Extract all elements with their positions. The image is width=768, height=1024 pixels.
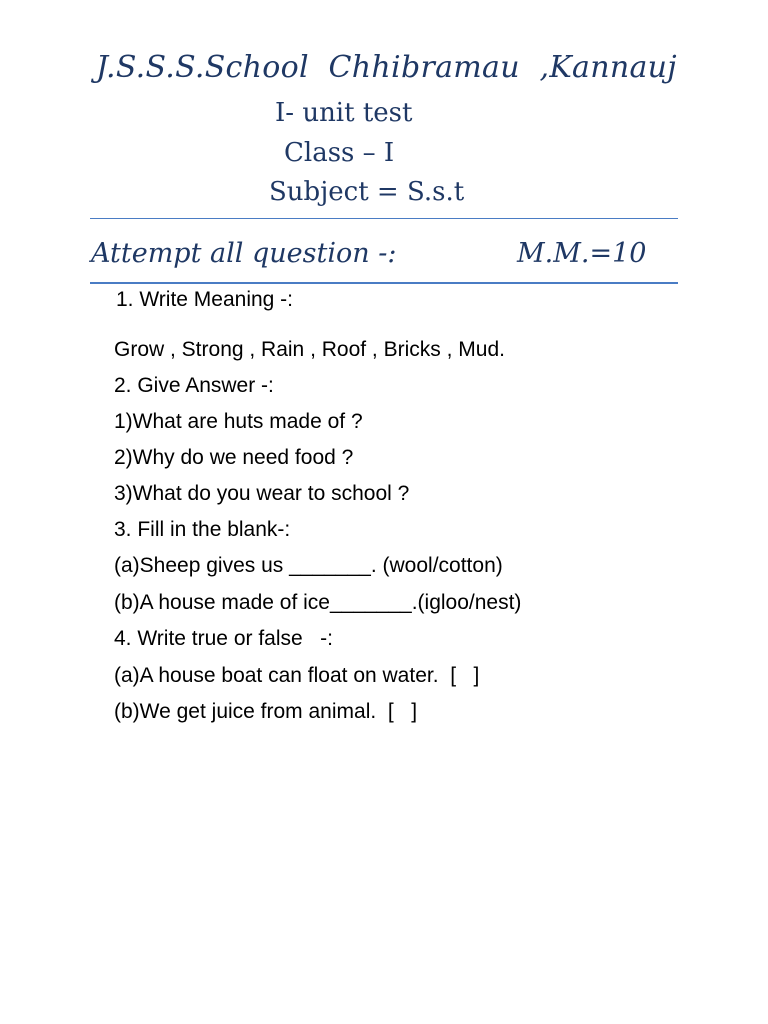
question-2-item: 3)What do you wear to school ? [114, 482, 410, 505]
header-divider [90, 218, 678, 219]
subject-label: Subject = S.s.t [269, 177, 465, 207]
question-3-title: 3. Fill in the blank-: [114, 518, 291, 541]
instruction-divider [90, 282, 678, 284]
question-2-title: 2. Give Answer -: [114, 374, 274, 397]
instruction-text: Attempt all question -: [91, 238, 397, 269]
school-title: J.S.S.S.School Chhibramau ,Kannauj [96, 50, 677, 85]
test-name: I- unit test [275, 98, 413, 128]
question-1-title: 1. Write Meaning -: [116, 288, 294, 311]
question-3-item: (b)A house made of ice_______.(igloo/nest) [114, 591, 522, 614]
question-2-item: 2)Why do we need food ? [114, 446, 354, 469]
class-label: Class – I [284, 138, 395, 168]
question-1-words: Grow , Strong , Rain , Roof , Bricks , Mud. [114, 338, 505, 361]
question-4-item: (a)A house boat can float on water. [ ] [114, 664, 480, 687]
max-marks: M.M.=10 [517, 238, 647, 269]
question-4-title: 4. Write true or false -: [114, 627, 334, 650]
question-3-item: (a)Sheep gives us _______. (wool/cotton) [114, 554, 503, 577]
question-4-item: (b)We get juice from animal. [ ] [114, 700, 418, 723]
question-2-item: 1)What are huts made of ? [114, 410, 363, 433]
